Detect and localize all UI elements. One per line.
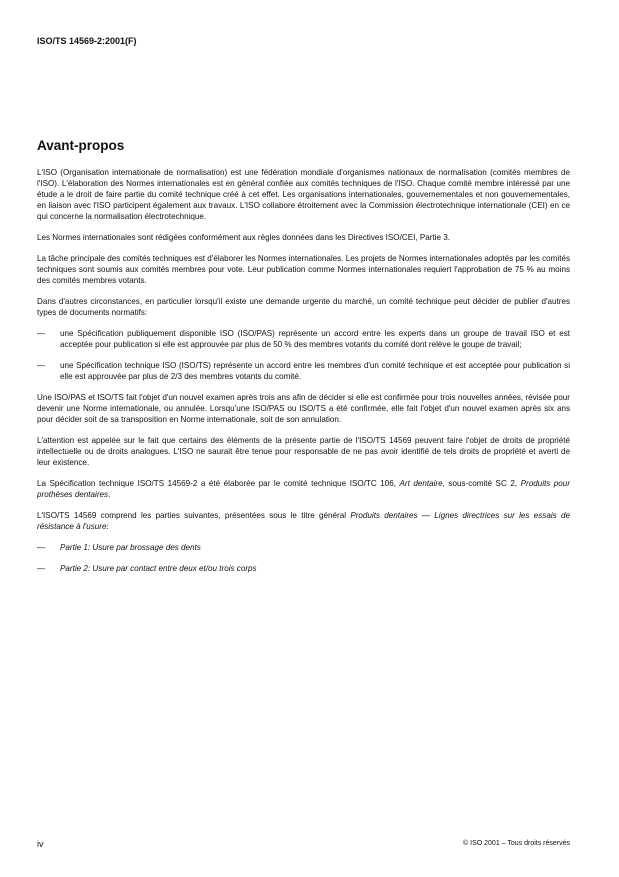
page-title: Avant-propos bbox=[37, 138, 125, 153]
document-body bbox=[37, 167, 570, 584]
list-item-text: une Spécification publiquement disponible ISO (ISO/PAS) représente un accord entre les experts dans un groupe de travail ISO et est acceptée pour publication si elle est approuvée par plus de 50 % des membres votants du comité dont relève le goupe de travail; bbox=[60, 329, 570, 349]
em-dash-bullet: — bbox=[37, 329, 46, 338]
part-item-2 bbox=[37, 563, 570, 574]
subcommittee-name: Produits pour prothèses dentaires bbox=[37, 479, 571, 499]
em-dash-bullet: — bbox=[37, 564, 46, 573]
paragraph-other-circumstances: Dans d'autres circonstances, en particulier lorsqu'il existe une demande urgente du marché, un comité technique peut décider de publier d'autres types de documents normatifs: bbox=[37, 297, 570, 317]
text-run: . bbox=[108, 490, 111, 499]
paragraph-patent-rights: L'attention est appelée sur le fait que certains des éléments de la présente partie de l'ISO/TS 14569 peuvent faire l'objet de droits de propriété intellectuelle ou de droits analogues. L'ISO ne saurait être tenue pour responsable de ne pas avoir identifié de tels droits de propriété et averti de leur existence. bbox=[37, 436, 570, 467]
list-item-pas bbox=[37, 328, 570, 350]
paragraph-iso-intro: L'ISO (Organisation internationale de normalisation) est une fédération mondiale d'organismes nationaux de normalisation (comités membres de l'ISO). L'élaboration des Normes internationales est en général confiée aux comités techniques de l'ISO. Chaque comité membre intéressé par une étude a le droit de faire partie du comité technique créé à cet effet. Les organisations internationales, gouvernementales et non gouvernementales, en liaison avec l'ISO participent également aux travaux. L'ISO collabore étroitement avec la Commission électrotechnique internationale (CEI) en ce qui concerne la normalisation électrotechnique. bbox=[37, 168, 570, 221]
paragraph-parts-intro bbox=[37, 510, 570, 532]
paragraph-prepared-by bbox=[37, 478, 570, 500]
committee-name: Art dentaire bbox=[399, 479, 443, 488]
document-id-header: ISO/TS 14569-2:2001(F) bbox=[37, 36, 137, 46]
text-run: : bbox=[106, 522, 109, 531]
part-title: Partie 2: Usure par contact entre deux et/ou trois corps bbox=[60, 564, 257, 573]
text-run: , sous-comité SC 2, bbox=[442, 479, 521, 488]
paragraph-technical-committees: La tâche principale des comités techniques est d'élaborer les Normes internationales. Les projets de Normes internationales adoptés par les comités techniques sont soumis aux comités membres pour vote. Leur publication comme Normes internationales requiert l'approbation de 75 % au moins des comités membres votants. bbox=[37, 254, 570, 285]
paragraph-review: Une ISO/PAS et ISO/TS fait l'objet d'un nouvel examen après trois ans afin de décider si elle est confirmée pour trois nouvelles années, révisée pour devenir une Norme internationale, ou annulée. Lorsqu'une ISO/PAS ou ISO/TS a été confirmée, elle fait l'objet d'un nouvel examen après six ans pour décider soit de sa transposition en Norme internationale, soit de son annulation. bbox=[37, 393, 570, 424]
part-item-1 bbox=[37, 542, 570, 553]
text-run: L'ISO/TS 14569 comprend les parties suivantes, présentées sous le titre général bbox=[37, 511, 351, 520]
em-dash-bullet: — bbox=[37, 543, 46, 552]
page-number: iv bbox=[37, 839, 44, 849]
list-item-ts bbox=[37, 360, 570, 382]
em-dash-bullet: — bbox=[37, 361, 46, 370]
text-run: La Spécification technique ISO/TS 14569-2 a été élaborée par le comité technique ISO/TC 106, bbox=[37, 479, 400, 488]
paragraph-directives: Les Normes internationales sont rédigées conformément aux règles données dans les Directives ISO/CEI, Partie 3. bbox=[37, 233, 450, 242]
general-title: Produits dentaires — Lignes directrices sur les essais de résistance à l'usure bbox=[37, 511, 570, 531]
list-item-text: une Spécification technique ISO (ISO/TS) représente un accord entre les membres d'un comité technique et est acceptée pour publication si elle est approuvée par plus de 2/3 des membres votants du comité. bbox=[60, 361, 570, 381]
part-title: Partie 1: Usure par brossage des dents bbox=[60, 543, 201, 552]
copyright-notice: © ISO 2001 – Tous droits réservés bbox=[463, 840, 570, 847]
